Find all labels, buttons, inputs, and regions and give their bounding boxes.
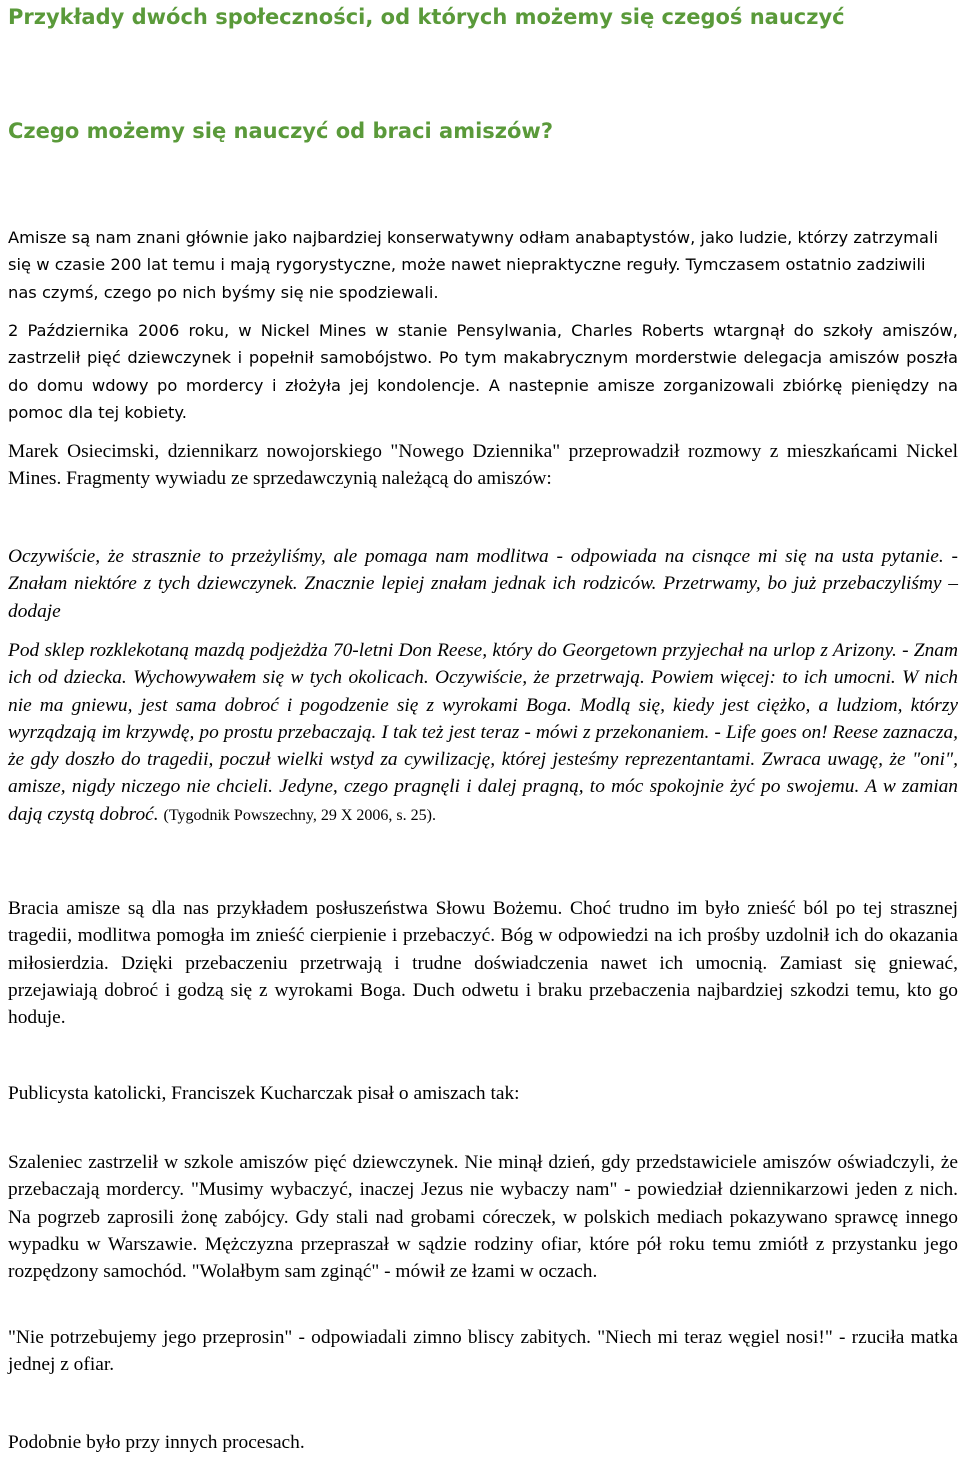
paragraph-lesson: Bracia amisze są dla nas przykładem posłuszeństwa Słowu Bożemu. Choć trudno im było znieść ból po tej strasznej tragedii, modlitwa pomogła im znieść cierpienie i przebaczyć. Bóg w odpowiedzi na ich prośby uzdolnił ich do okazania miłosierdzia. Dzięki przebaczeniu przetrwają i trudne doświadczenia nawet ich umocnią. Zamiast się gniewać, przejawiają dobroć i godzą się z wyrokami Boga. Duch odwetu i braku przebaczenia najbardziej szkodzi temu, kto go hoduje. <box>8 898 958 1029</box>
paragraph-closing: Podobnie było przy innych procesach. <box>8 1432 305 1453</box>
paragraph-kucharczak: Szaleniec zastrzelił w szkole amiszów pięć dziewczynek. Nie minął dzień, gdy przedstawiciele amiszów oświadczyli, że przebaczają mordercy. "Musimy wybaczyć, inaczej Jezus nie wybaczy nam" - powiedział dziennikarzowi jeden z nich. Na pogrzeb zaprosili żonę zabójcy. Gdy stali nad grobami córeczek, w polskich mediach pokazywano sprawcę innego wypadku w Warszawie. Mężczyzna przepraszał w sądzie rodziny ofiar, które pół roku temu zmiótł z przystanku jego rozpędzony samochód. "Wolałbym sam zginąć" - mówił ze łzami w oczach. <box>8 1152 958 1283</box>
paragraph-intro: Amisze są nam znani głównie jako najbardziej konserwatywny odłam anabaptystów, jako ludzie, którzy zatrzymali się w czasie 200 lat temu i mają rygorystyczne, może nawet niepraktyczne reguły. Tymczasem ostatnio zadziwili nas czymś, czego po nich byśmy się nie spodziewali. <box>8 228 939 302</box>
quote-don-reese-text: Pod sklep rozklekotaną mazdą podjeżdża 70-letni Don Reese, który do Georgetown przyjechał na urlop z Arizony. - Znam ich od dziecka. Wychowywałem się w tych okolicach. Oczywiście, że przetrwają. Powiem więcej: to ich umocni. W nich nie ma gniewu, jest sama dobroć i pogodzenie się z wyrokami Boga. Modlą się, kiedy jest ciężko, a ludziom, którzy wyrządzają im krzywdę, po prostu przebaczają. I tak też jest teraz - mówi z przekonaniem. - Life goes on! Reese zaznacza, że gdy doszło do tragedii, poczuł wielki wstyd za cywilizację, której jesteśmy reprezentantami. Zwraca uwagę, że "oni", amisze, nigdy niczego nie chcieli. Jedyne, czego pragnęli i dalej pragną, to móc spokojnie żyć po swojemu. A w zamian dają czystą dobroć. <box>8 640 958 825</box>
citation: (Tygodnik Powszechny, 29 X 2006, s. 25). <box>163 806 436 824</box>
paragraph-interview-intro: Marek Osiecimski, dziennikarz nowojorskiego "Nowego Dziennika" przeprowadził rozmowy z mieszkańcami Nickel Mines. Fragmenty wywiadu ze sprzedawczynią należącą do amiszów: <box>8 441 958 490</box>
quote-saleswoman: Oczywiście, że strasznie to przeżyliśmy, ale pomaga nam modlitwa - odpowiada na cisnące mi się na usta pytanie. - Znałam niektóre z tych dziewczynek. Znacznie lepiej znałam jednak ich rodziców. Przetrwamy, bo już przebaczyliśmy – dodaje <box>8 546 958 622</box>
quote-don-reese <box>8 637 958 829</box>
page-title: Przykłady dwóch społeczności, od których możemy się czegoś nauczyć <box>8 5 845 29</box>
section-heading: Czego możemy się nauczyć od braci amiszów? <box>8 119 554 143</box>
paragraph-publicist: Publicysta katolicki, Franciszek Kucharczak pisał o amiszach tak: <box>8 1083 520 1104</box>
paragraph-reaction: "Nie potrzebujemy jego przeprosin" - odpowiadali zimno bliscy zabitych. "Niech mi teraz węgiel nosi!" - rzuciła matka jednej z ofiar. <box>8 1327 958 1376</box>
paragraph-event: 2 Października 2006 roku, w Nickel Mines w stanie Pensylwania, Charles Roberts wtargnął do szkoły amiszów, zastrzelił pięć dziewczynek i popełnił samobójstwo. Po tym makabrycznym morderstwie delegacja amiszów poszła do domu wdowy po mordercy i złożyła jej kondolencje. A nastepnie amisze zorganizowali zbiórkę pieniędzy na pomoc dla tej kobiety. <box>8 321 958 422</box>
